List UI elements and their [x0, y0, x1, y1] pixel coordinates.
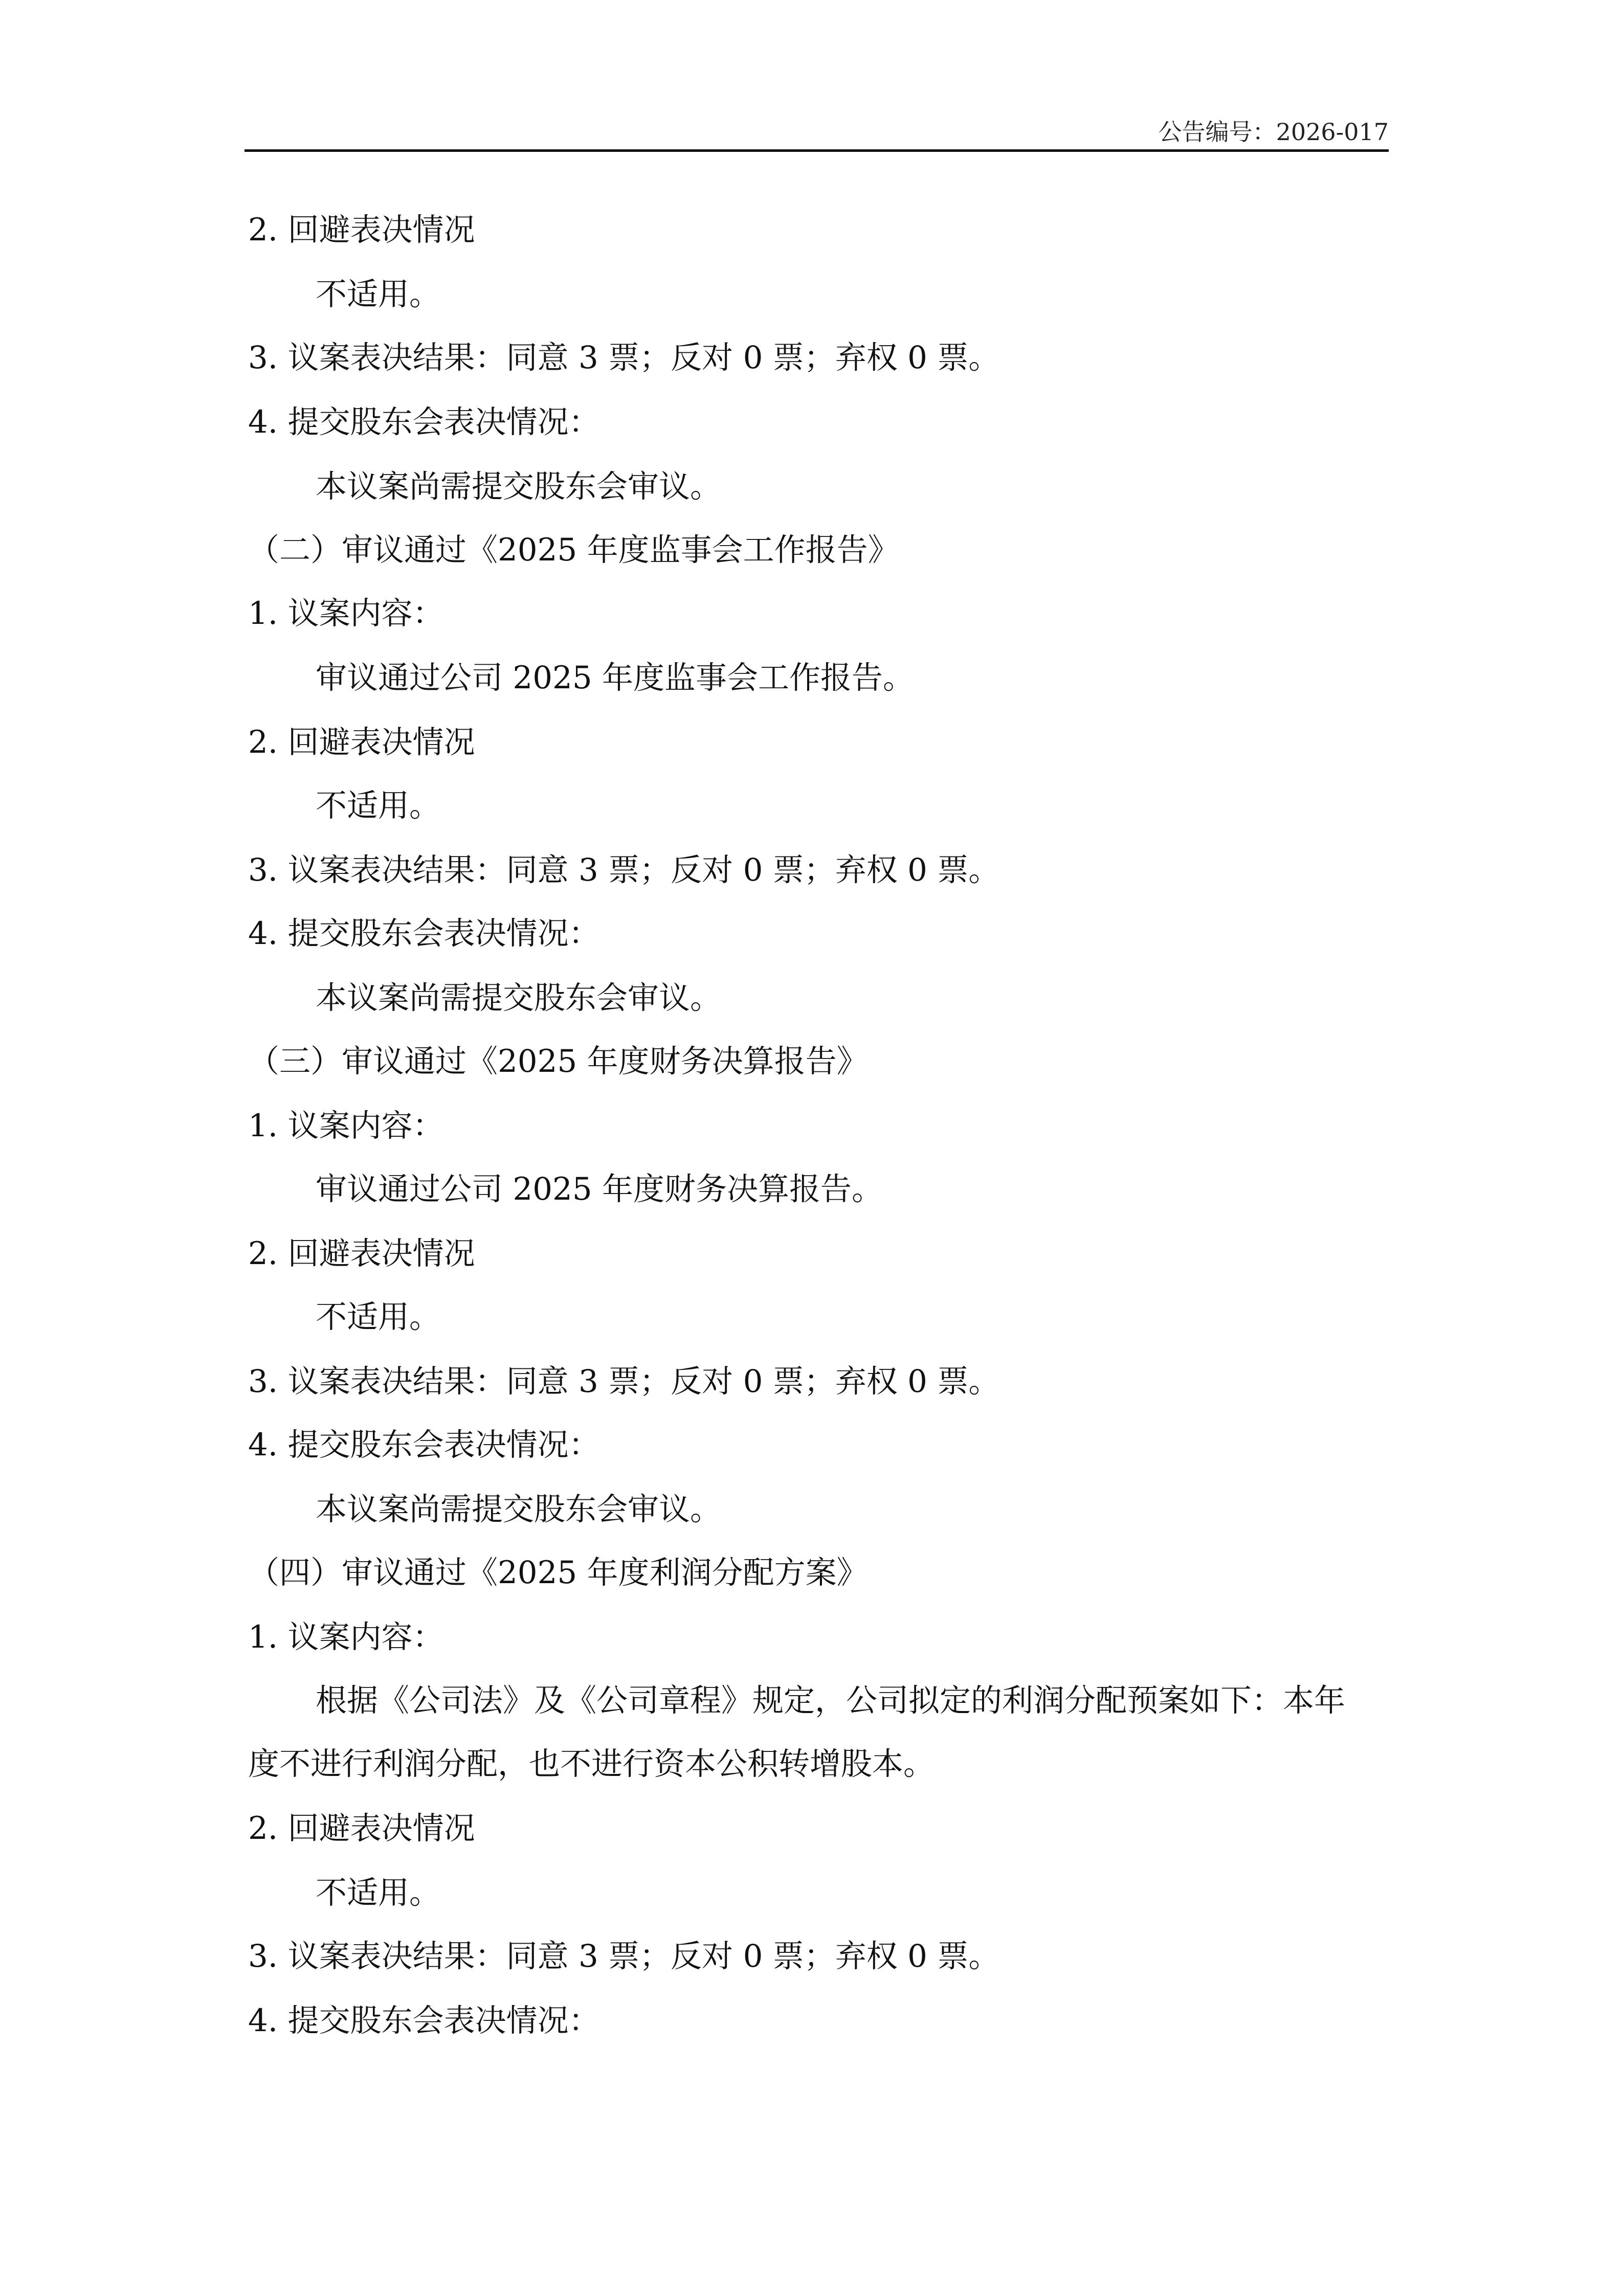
section-heading-3: （三）审议通过《2025 年度财务决算报告》: [248, 1043, 868, 1079]
item-4-submit: 4. 提交股东会表决情况：: [248, 915, 600, 952]
section-heading-2: （二）审议通过《2025 年度监事会工作报告》: [248, 532, 899, 568]
item-1-content: 1. 议案内容：: [248, 1108, 444, 1144]
item-4-submit: 4. 提交股东会表决情况：: [248, 2002, 600, 2039]
item-text: 不适用。: [316, 1875, 441, 1911]
item-text: 不适用。: [316, 276, 441, 312]
item-text: 审议通过公司 2025 年度监事会工作报告。: [316, 660, 915, 696]
item-text: 本议案尚需提交股东会审议。: [316, 468, 722, 505]
item-2-recusal: 2. 回避表决情况: [248, 212, 475, 248]
item-text: 本议案尚需提交股东会审议。: [316, 980, 722, 1016]
paragraph-line-1: 根据《公司法》及《公司章程》规定，公司拟定的利润分配预案如下：本年: [316, 1682, 1346, 1719]
item-2-recusal: 2. 回避表决情况: [248, 724, 475, 760]
item-3-vote-result: 3. 议案表决结果：同意 3 票；反对 0 票；弃权 0 票。: [248, 340, 1000, 376]
item-4-submit: 4. 提交股东会表决情况：: [248, 404, 600, 440]
item-text: 不适用。: [316, 1299, 441, 1335]
item-3-vote-result: 3. 议案表决结果：同意 3 票；反对 0 票；弃权 0 票。: [248, 1938, 1000, 1974]
item-3-vote-result: 3. 议案表决结果：同意 3 票；反对 0 票；弃权 0 票。: [248, 1363, 1000, 1400]
item-2-recusal: 2. 回避表决情况: [248, 1810, 475, 1847]
item-1-content: 1. 议案内容：: [248, 595, 444, 632]
item-4-submit: 4. 提交股东会表决情况：: [248, 1427, 600, 1463]
item-text: 不适用。: [316, 787, 441, 824]
item-3-vote-result: 3. 议案表决结果：同意 3 票；反对 0 票；弃权 0 票。: [248, 852, 1000, 888]
paragraph-line-2: 度不进行利润分配，也不进行资本公积转增股本。: [248, 1746, 935, 1782]
item-2-recusal: 2. 回避表决情况: [248, 1235, 475, 1272]
header-divider: [244, 149, 1389, 152]
notice-number: 公告编号：2026-017: [1158, 118, 1389, 146]
item-1-content: 1. 议案内容：: [248, 1619, 444, 1655]
section-heading-4: （四）审议通过《2025 年度利润分配方案》: [248, 1555, 868, 1591]
item-text: 审议通过公司 2025 年度财务决算报告。: [316, 1171, 883, 1207]
item-text: 本议案尚需提交股东会审议。: [316, 1491, 722, 1527]
